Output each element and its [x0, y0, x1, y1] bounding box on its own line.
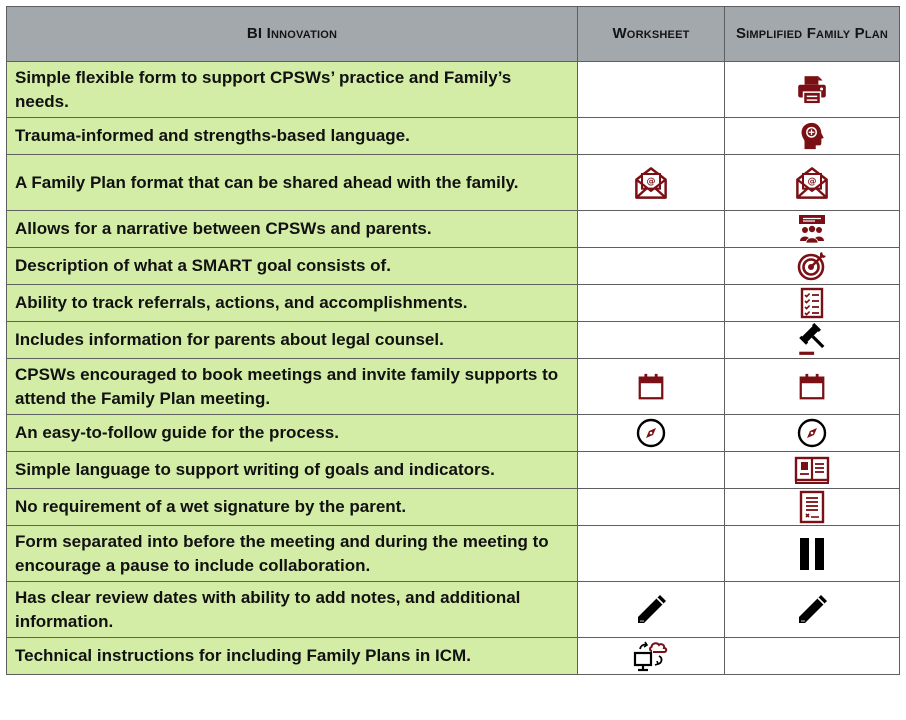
presentation-group-icon: [796, 213, 828, 245]
table-row: [7, 526, 900, 582]
header-simplified-family-plan: Simplified Family Plan: [725, 7, 900, 62]
svg-text:@: @: [646, 176, 656, 187]
innovation-text: A Family Plan format that can be shared ahead with the family.: [7, 155, 578, 211]
innovation-text: Allows for a narrative between CPSWs and parents.: [7, 211, 578, 248]
plan-cell: [725, 285, 900, 322]
worksheet-cell: [578, 155, 725, 211]
target-icon: [796, 250, 828, 282]
plan-cell: [725, 359, 900, 415]
table-row: [7, 359, 900, 415]
svg-text:@: @: [807, 176, 817, 187]
worksheet-cell: [578, 62, 725, 118]
table-row: [7, 285, 900, 322]
table-row: [7, 211, 900, 248]
plan-cell: [725, 489, 900, 526]
plan-cell: [725, 118, 900, 155]
innovation-text: Simple language to support writing of goals and indicators.: [7, 452, 578, 489]
plan-cell: [725, 62, 900, 118]
table-header-row: [7, 7, 900, 62]
plan-cell: [725, 248, 900, 285]
plan-cell: [725, 526, 900, 582]
gavel-icon: [795, 323, 829, 357]
book-icon: [794, 455, 830, 485]
table-row: [7, 322, 900, 359]
worksheet-cell: [578, 582, 725, 638]
table-row: [7, 452, 900, 489]
table-row: [7, 62, 900, 118]
table-row: [7, 638, 900, 675]
email-envelope-icon: [794, 165, 830, 201]
innovation-text: Has clear review dates with ability to add notes, and additional information.: [7, 582, 578, 638]
signature-document-icon: [797, 490, 827, 524]
header-bi-innovation: BI Innovation: [7, 7, 578, 62]
calendar-icon: [636, 372, 666, 402]
pencil-icon: [633, 592, 669, 628]
innovation-text: Technical instructions for including Family Plans in ICM.: [7, 638, 578, 675]
worksheet-cell: [578, 489, 725, 526]
plan-cell: [725, 638, 900, 675]
table-row: [7, 415, 900, 452]
plan-cell: [725, 452, 900, 489]
plan-cell: [725, 322, 900, 359]
worksheet-cell: [578, 211, 725, 248]
plan-cell: [725, 582, 900, 638]
table-row: [7, 155, 900, 211]
table-row: [7, 248, 900, 285]
innovation-text: No requirement of a wet signature by the parent.: [7, 489, 578, 526]
brain-head-icon: [797, 121, 827, 151]
worksheet-cell: [578, 526, 725, 582]
pause-icon: [797, 536, 827, 572]
worksheet-cell: [578, 285, 725, 322]
printer-icon: [795, 73, 829, 107]
innovation-comparison-table: [6, 6, 900, 675]
table-row: [7, 489, 900, 526]
worksheet-cell: [578, 118, 725, 155]
checklist-icon: [796, 287, 828, 319]
header-worksheet: Worksheet: [578, 7, 725, 62]
email-envelope-icon: [633, 165, 669, 201]
table-row: [7, 582, 900, 638]
compass-icon: [796, 417, 828, 449]
cloud-sync-icon: [633, 639, 669, 673]
innovation-text: An easy-to-follow guide for the process.: [7, 415, 578, 452]
plan-cell: [725, 415, 900, 452]
plan-cell: [725, 211, 900, 248]
worksheet-cell: [578, 415, 725, 452]
innovation-text: Includes information for parents about legal counsel.: [7, 322, 578, 359]
plan-cell: [725, 155, 900, 211]
worksheet-cell: [578, 452, 725, 489]
innovation-text: Description of what a SMART goal consists of.: [7, 248, 578, 285]
pencil-icon: [794, 592, 830, 628]
innovation-text: Form separated into before the meeting and during the meeting to encourage a pause to include collaboration.: [7, 526, 578, 582]
innovation-text: Ability to track referrals, actions, and accomplishments.: [7, 285, 578, 322]
worksheet-cell: [578, 248, 725, 285]
table-row: [7, 118, 900, 155]
worksheet-cell: [578, 359, 725, 415]
innovation-text: Simple flexible form to support CPSWs’ practice and Family’s needs.: [7, 62, 578, 118]
compass-icon: [635, 417, 667, 449]
innovation-text: Trauma-informed and strengths-based language.: [7, 118, 578, 155]
calendar-icon: [797, 372, 827, 402]
worksheet-cell: [578, 322, 725, 359]
innovation-text: CPSWs encouraged to book meetings and invite family supports to attend the Family Plan meeting.: [7, 359, 578, 415]
worksheet-cell: [578, 638, 725, 675]
